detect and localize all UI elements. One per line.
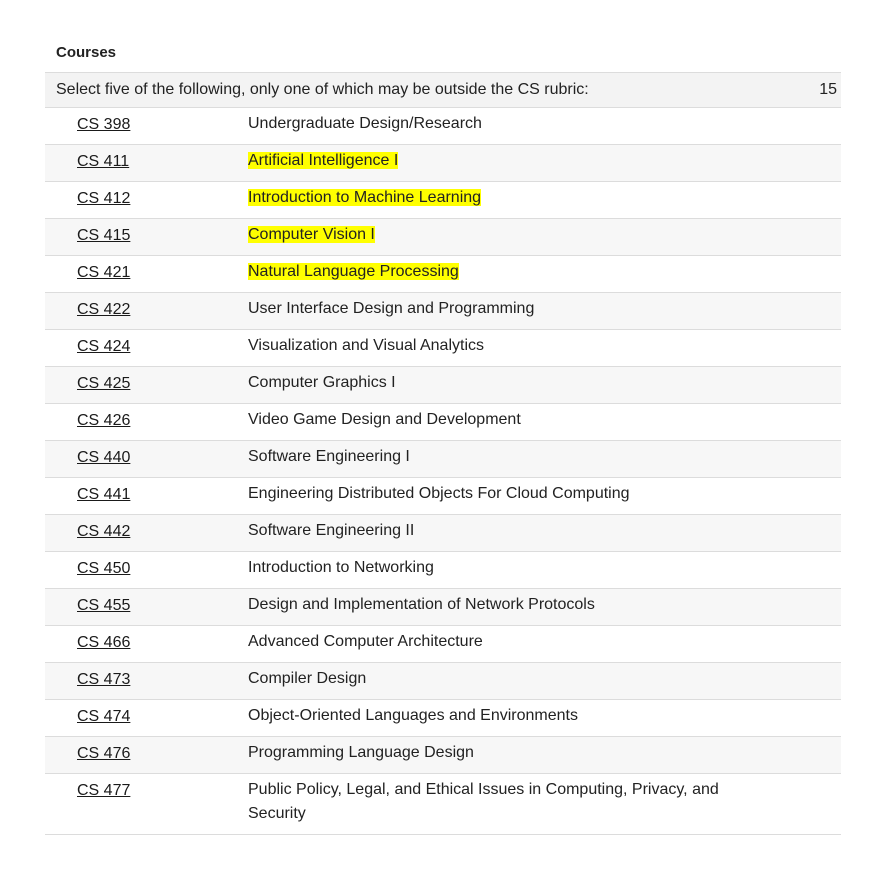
course-code-cell: [45, 441, 248, 467]
course-name: Visualization and Visual Analytics: [248, 337, 484, 354]
course-code-cell: [45, 774, 248, 800]
course-row: [45, 441, 841, 478]
course-code-cell: [45, 700, 248, 726]
section-title: Courses: [56, 44, 117, 61]
course-row: [45, 700, 841, 737]
course-name: User Interface Design and Programming: [248, 300, 535, 317]
course-name: Programming Language Design: [248, 744, 474, 761]
course-name: Video Game Design and Development: [248, 411, 521, 428]
course-link[interactable]: CS 476: [77, 745, 131, 762]
course-code-cell: [45, 219, 248, 245]
course-code-cell: [45, 552, 248, 578]
course-code-cell: [45, 108, 248, 134]
highlighted-course-name: Natural Language Processing: [248, 263, 459, 280]
course-name: Engineering Distributed Objects For Cloud Computing: [248, 485, 630, 502]
course-code-cell: [45, 182, 248, 208]
requirement-hours: 15: [819, 81, 837, 98]
course-link[interactable]: CS 442: [77, 523, 131, 540]
course-row: [45, 774, 841, 835]
course-link[interactable]: CS 425: [77, 375, 131, 392]
course-link[interactable]: CS 411: [77, 153, 130, 170]
course-code-cell: [45, 626, 248, 652]
course-code-cell: [45, 663, 248, 689]
course-row: [45, 626, 841, 663]
course-row: [45, 552, 841, 589]
course-row: [45, 219, 841, 256]
highlighted-course-name: Introduction to Machine Learning: [248, 189, 482, 206]
course-code-cell: [45, 256, 248, 282]
course-code-cell: [45, 589, 248, 615]
course-code-cell: [45, 145, 248, 171]
course-row: [45, 145, 841, 182]
course-link[interactable]: CS 440: [77, 449, 131, 466]
course-row: [45, 182, 841, 219]
course-link[interactable]: CS 474: [77, 708, 131, 725]
course-code-cell: [45, 737, 248, 763]
course-row: [45, 108, 841, 145]
course-link[interactable]: CS 441: [77, 486, 131, 503]
course-name: Object-Oriented Languages and Environments: [248, 707, 578, 724]
course-row: [45, 589, 841, 626]
course-link[interactable]: CS 415: [77, 227, 131, 244]
courses-section: [45, 42, 841, 835]
course-name: Introduction to Networking: [248, 559, 434, 576]
course-link[interactable]: CS 426: [77, 412, 131, 429]
requirement-header-row: [45, 72, 841, 108]
course-code-cell: [45, 404, 248, 430]
course-name: Computer Graphics I: [248, 374, 396, 391]
course-code-cell: [45, 293, 248, 319]
course-row: [45, 404, 841, 441]
course-code-cell: [45, 330, 248, 356]
course-code-cell: [45, 478, 248, 504]
course-name: Undergraduate Design/Research: [248, 115, 482, 132]
requirement-text: Select five of the following, only one of which may be outside the CS rubric:: [56, 81, 589, 98]
course-row: [45, 367, 841, 404]
course-code-cell: [45, 367, 248, 393]
course-link[interactable]: CS 424: [77, 338, 131, 355]
course-row: [45, 478, 841, 515]
course-name: Public Policy, Legal, and Ethical Issues in Computing, Privacy, and Security: [248, 781, 719, 822]
course-name-cell: [248, 252, 841, 292]
course-name: Software Engineering II: [248, 522, 415, 539]
course-link[interactable]: CS 473: [77, 671, 131, 688]
course-name: Advanced Computer Architecture: [248, 633, 483, 650]
course-name-cell: [248, 178, 841, 218]
course-link[interactable]: CS 450: [77, 560, 131, 577]
course-name-cell: [248, 215, 841, 255]
course-link[interactable]: CS 466: [77, 634, 131, 651]
course-link[interactable]: CS 412: [77, 190, 131, 207]
course-name: Compiler Design: [248, 670, 367, 687]
course-code-cell: [45, 515, 248, 541]
course-link[interactable]: CS 398: [77, 116, 131, 133]
course-name: Design and Implementation of Network Protocols: [248, 596, 595, 613]
course-link[interactable]: CS 421: [77, 264, 131, 281]
course-link[interactable]: CS 477: [77, 782, 131, 799]
course-row: [45, 515, 841, 552]
course-name: Software Engineering I: [248, 448, 410, 465]
highlighted-course-name: Artificial Intelligence I: [248, 152, 399, 169]
course-link[interactable]: CS 455: [77, 597, 131, 614]
course-link[interactable]: CS 422: [77, 301, 131, 318]
course-row: [45, 663, 841, 700]
highlighted-course-name: Computer Vision I: [248, 226, 375, 243]
course-row: [45, 293, 841, 330]
course-row: [45, 256, 841, 293]
course-row: [45, 737, 841, 774]
course-row: [45, 330, 841, 367]
course-name-cell: [248, 141, 841, 181]
